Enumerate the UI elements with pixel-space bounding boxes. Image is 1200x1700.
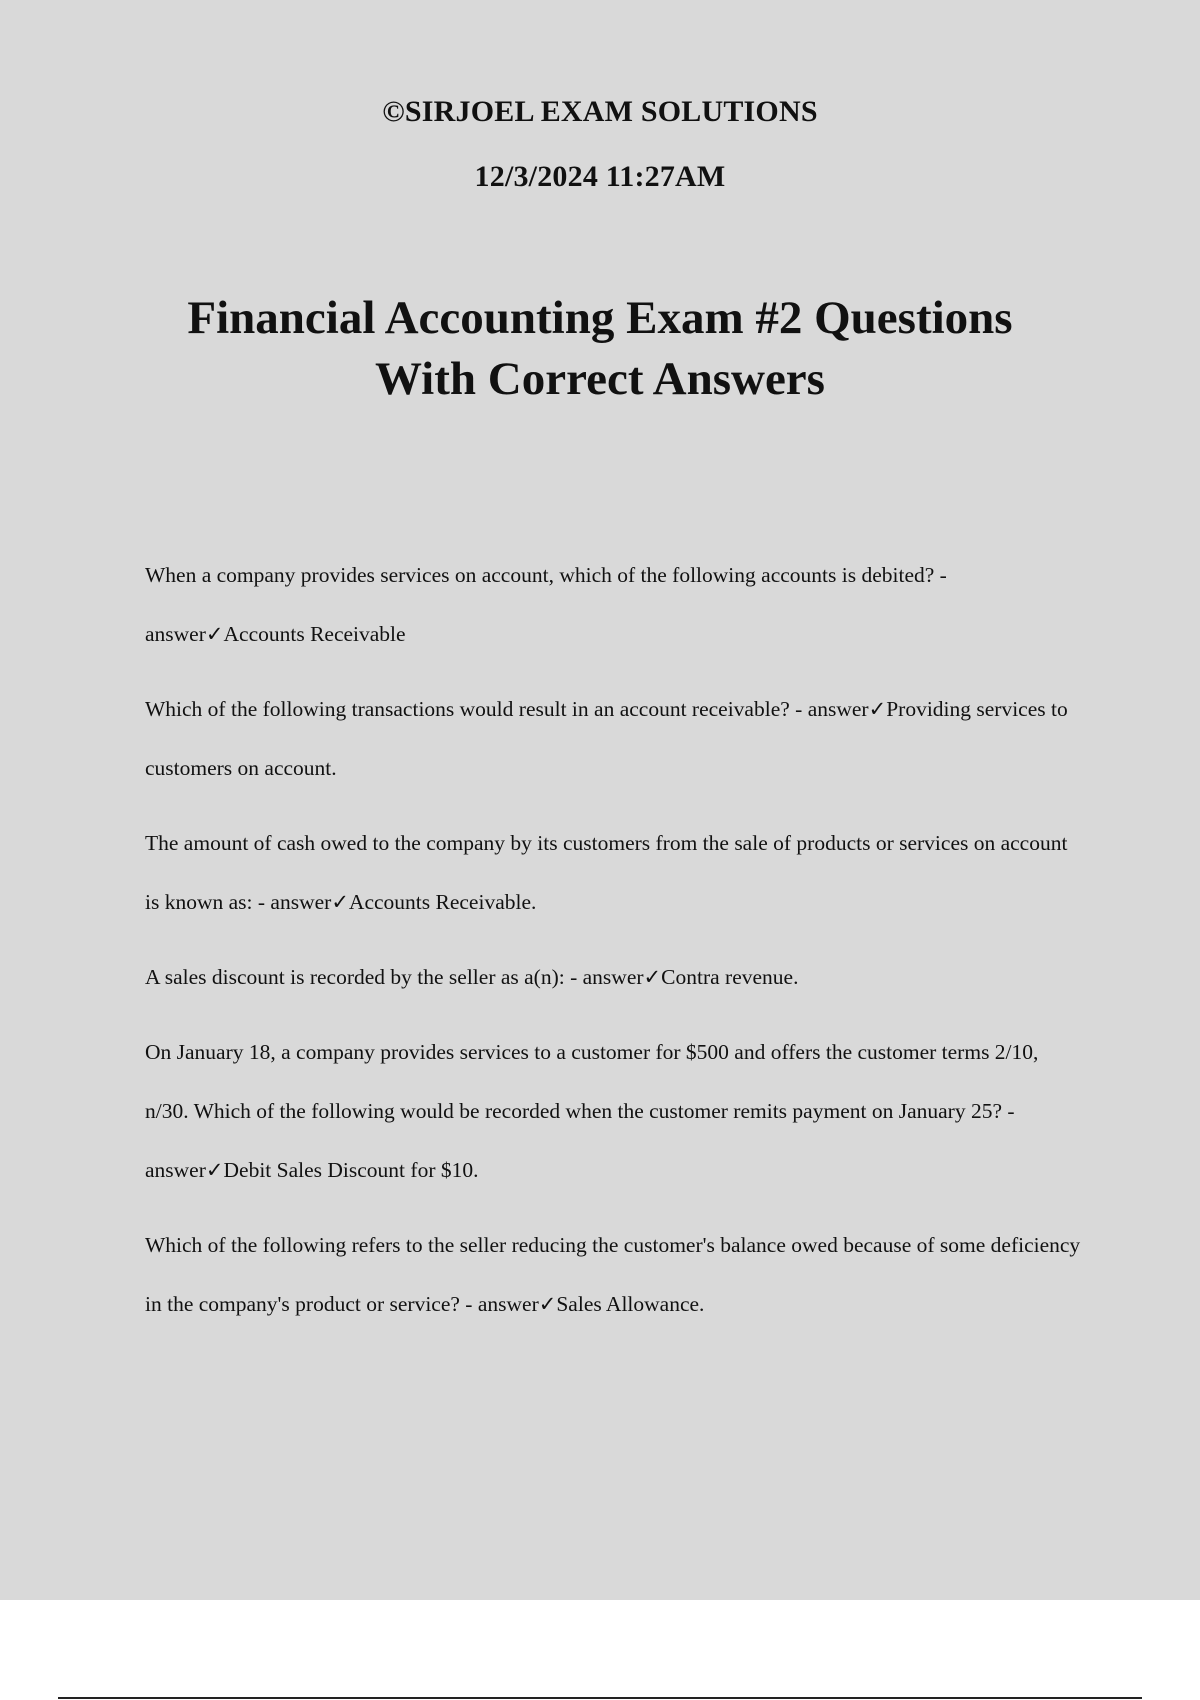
qa-item-3 [145,814,1085,932]
document-datetime: 12/3/2024 11:27AM [474,160,726,193]
check-icon: ✓ [205,622,224,646]
check-icon: ✓ [331,890,349,914]
answer-prefix: answer [145,622,206,646]
question-answer-list [145,546,1085,1350]
question-text: Which of the following transactions would result in an account receivable? - [145,697,803,721]
document-title-line-2: With Correct Answers [375,353,825,405]
answer-text: Providing services to customers on account. [145,697,1068,780]
answer-text: Accounts Receivable [223,622,406,646]
qa-item-6 [145,1216,1085,1334]
check-icon: ✓ [643,965,662,989]
answer-text: Accounts Receivable. [348,890,537,914]
question-text: When a company provides services on account, which of the following accounts is debited? - [145,563,947,587]
question-text: On January 18, a company provides services to a customer for $500 and offers the customer terms 2/10, n/30. Which of the following would be recorded when the customer remits payment on January 25? - [145,1040,1039,1123]
answer-prefix: answer [145,1158,206,1182]
document-title-line-1: Financial Accounting Exam #2 Questions [187,292,1013,344]
answer-prefix: answer [582,965,644,989]
question-text: The amount of cash owed to the company by its customers from the sale of products or services on account is known as: - [145,831,1068,914]
answer-text: Debit Sales Discount for $10. [223,1158,479,1182]
answer-text: Sales Allowance. [556,1292,705,1316]
footer-divider [58,1697,1142,1699]
answer-prefix: answer [807,697,869,721]
qa-item-5 [145,1023,1085,1200]
answer-text: Contra revenue. [661,965,799,989]
check-icon: ✓ [868,697,887,721]
copyright-notice: ©SIRJOEL EXAM SOLUTIONS [382,95,818,128]
document-title [100,288,1100,410]
answer-prefix: answer [270,890,332,914]
qa-item-1 [145,546,1085,664]
qa-item-2 [145,680,1085,798]
question-text: Which of the following refers to the seller reducing the customer's balance owed because of some deficiency in the company's product or service? - [145,1233,1081,1316]
question-text: A sales discount is recorded by the seller as a(n): - [145,965,578,989]
check-icon: ✓ [205,1158,224,1182]
qa-item-4 [145,948,1085,1007]
answer-prefix: answer [477,1292,539,1316]
check-icon: ✓ [538,1292,557,1316]
